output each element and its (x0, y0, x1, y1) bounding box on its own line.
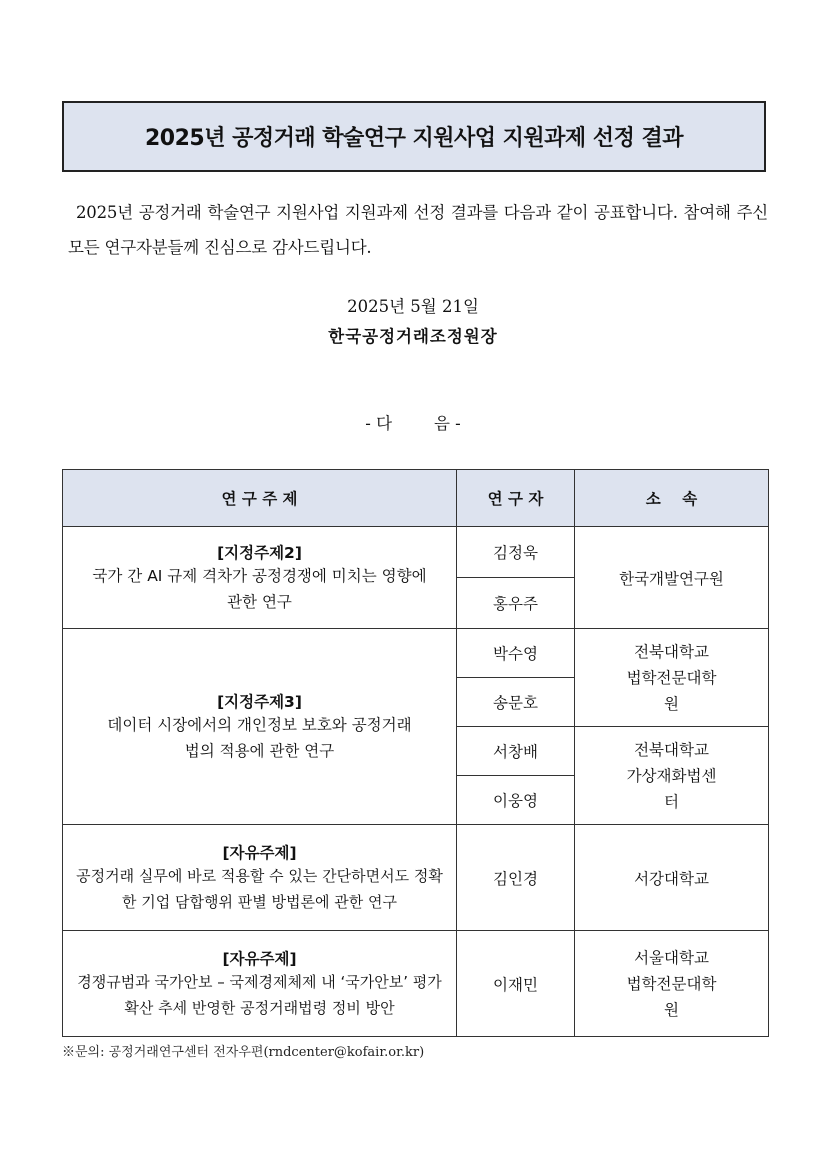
topic-tag: [자유주제] (222, 949, 297, 968)
table-row (63, 825, 769, 931)
researcher-cell: 이재민 (457, 931, 575, 1037)
researcher-cell: 박수영 (457, 629, 575, 678)
topic-cell (63, 629, 457, 825)
header-topic: 연 구 주 제 (63, 470, 457, 527)
topic-text: 경쟁규범과 국가안보 – 국제경제체제 내 ‘국가안보’ 평가 확산 추세 반영한 공정거래법령 정비 방안 (77, 972, 442, 1017)
topic-cell (63, 825, 457, 931)
announcement-date: 2025년 5월 21일 (347, 297, 479, 316)
topic-tag: [지정주제2] (217, 543, 302, 562)
topic-tag: [자유주제] (222, 843, 297, 862)
researcher-cell: 김인경 (457, 825, 575, 931)
topic-text: 데이터 시장에서의 개인정보 보호와 공정거래법의 적용에 관한 연구 (107, 715, 412, 760)
header-affiliation: 소 속 (575, 470, 769, 527)
next-marker: - 다 음 - (365, 414, 461, 433)
intro-paragraph: 2025년 공정거래 학술연구 지원사업 지원과제 선정 결과를 다음과 같이 공표합니다. 참여해 주신 모든 연구자분들께 진심으로 감사드립니다. (68, 203, 768, 257)
table-header-row (63, 470, 769, 527)
table-row (63, 527, 769, 578)
researcher-cell: 김정욱 (457, 527, 575, 578)
affiliation-cell: 전북대학교 법학전문대학원 (575, 629, 769, 727)
researcher-cell: 홍우주 (457, 578, 575, 629)
table-row (63, 931, 769, 1037)
researcher-cell: 서창배 (457, 727, 575, 776)
table-row (63, 629, 769, 678)
issuer-name: 한국공정거래조정원장 (328, 327, 498, 346)
topic-cell (63, 527, 457, 629)
affiliation-cell: 서강대학교 (575, 825, 769, 931)
document-title: 2025년 공정거래 학술연구 지원사업 지원과제 선정 결과 (62, 101, 766, 172)
topic-cell (63, 931, 457, 1037)
topic-text: 공정거래 실무에 바로 적용할 수 있는 간단하면서도 정확한 기업 담합행위 판별 방법론에 관한 연구 (76, 866, 443, 911)
header-researcher: 연 구 자 (457, 470, 575, 527)
researcher-cell: 송문호 (457, 678, 575, 727)
researcher-cell: 이웅영 (457, 776, 575, 825)
selection-results-table (62, 469, 769, 1037)
topic-tag: [지정주제3] (217, 692, 302, 711)
affiliation-cell: 한국개발연구원 (575, 527, 769, 629)
affiliation-cell: 서울대학교 법학전문대학원 (575, 931, 769, 1037)
topic-text: 국가 간 AI 규제 격차가 공정경쟁에 미치는 영향에 관한 연구 (92, 566, 427, 611)
affiliation-cell: 전북대학교 가상재화법센터 (575, 727, 769, 825)
contact-footnote: ※문의: 공정거래연구센터 전자우편(rndcenter@kofair.or.kr) (62, 1045, 425, 1060)
